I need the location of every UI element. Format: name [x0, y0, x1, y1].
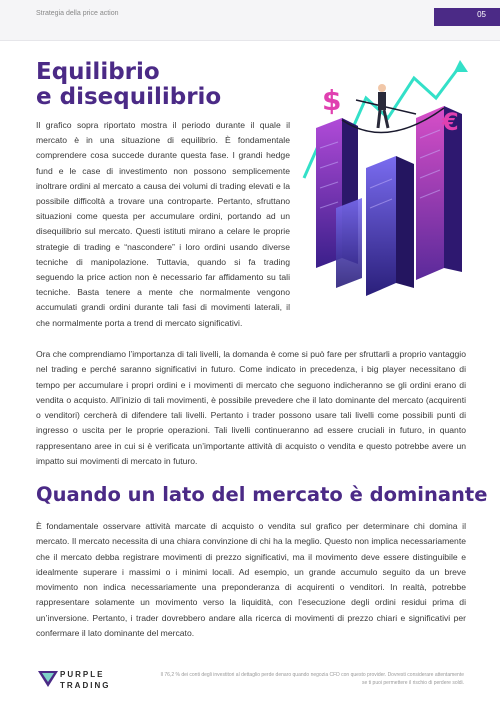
euro-icon: € [442, 108, 459, 136]
header-title: Strategia della price action [36, 10, 119, 17]
logo-text-line2: TRADING [60, 681, 111, 690]
section1-title-line1: Equilibrio [36, 59, 160, 85]
page-number-tab [434, 8, 500, 26]
trend-arrow-icon [454, 60, 468, 72]
risk-disclaimer: Il 76,2 % dei conti degli investitori al dettaglio perde denaro quando negozia CFD con questo provider. Dovresti considerare attentamente se ti puoi permettere il rischio di perdere soldi. [160, 672, 464, 686]
dollar-icon: $ [322, 84, 342, 117]
section1-paragraph-2: Ora che comprendiamo l’importanza di tali livelli, la domanda è come si può fare per sfruttarli a proprio vantaggio nel trading e perché saranno significativi in futuro. Come indicato in precedenza, i big player necessitano di tempo per accumulare i propri ordini e i movimenti di mercato che seguono indicheranno se gli ordini erano di vendita o acquisto. All’inizio di tali movimenti, è possibile prevedere che il lato dominante del mercato (acquirenti o venditori) cercherà di difendere tali livelli. Pertanto i trader possono usare tali livelli come possibili punti di ingresso o uscita per le proprie operazioni. Tali livelli continueranno ad essere cruciali in futuro, in quanto rappresentano aree in cui si è verificata un’importante attività di acquisto o vendita e questo potrebbe avere un impatto sui movimenti di mercato in futuro. [36, 349, 466, 467]
section1-title [36, 60, 221, 110]
section2-title: Quando un lato del mercato è dominante [36, 483, 488, 506]
section1-paragraph: Il grafico sopra riportato mostra il periodo durante il quale il mercato è in una situazione di equilibrio. È fondamentale comprendere cosa succede durante questa fase. I grandi hedge fund e le case di investimento non possono semplicemente inoltrare ordini al mercato a causa dei volumi di trading elevati e la possibile difficoltà a trovare una controparte. Pertanto, sfruttano situazioni come questa per accumulare ordini, portando ad un disequilibrio sul mercato. Questi istituti mirano a celare le proprie strategie di trading e “nascondere” i loro ordini usando diverse tecniche di manipolazione. Tuttavia, quando si fa trading seguendo la price action non è necessario far affidamento su tali tecniche. Basta tenere a mente che normalmente vengono accumulati grandi ordini durante tali fasi di movimenti laterali, il che normalmente porta a trend di mercato significativi. [36, 120, 290, 328]
logo-text [60, 669, 110, 691]
page-header [0, 0, 500, 41]
building-center [366, 156, 396, 296]
page-number: 05 [477, 10, 486, 19]
building-right [416, 106, 444, 280]
section2-paragraph: È fondamentale osservare attività marcate di acquisto o vendita sul grafico per determinare chi domina il mercato. Il mercato necessita di una chiara convinzione di chi ha la meglio. Questo non implica necessariamente che il mercato debba registrare movimenti di prezzo significativi, ma il movimento deve essere distinguibile e idealmente superare i massimi o i minimi locali. Ad esempio, un grande accumulo seguito da un breve movimento non indica necessariamente una preponderanza di acquirenti o venditori. In realtà, potrebbe rappresentare solamente un movimento verso la liquidità, con l’esecuzione degli ordini residui prima di un’inversione. Pertanto, i trader dovrebbero andare alla ricerca di movimenti di prezzo chiari e significativi per confermare il lato dominante del mercato. [36, 521, 466, 639]
section1-title-line2: e disequilibrio [36, 84, 222, 110]
market-balance-illustration [296, 58, 476, 298]
logo-text-line1: PURPLE [60, 670, 105, 679]
